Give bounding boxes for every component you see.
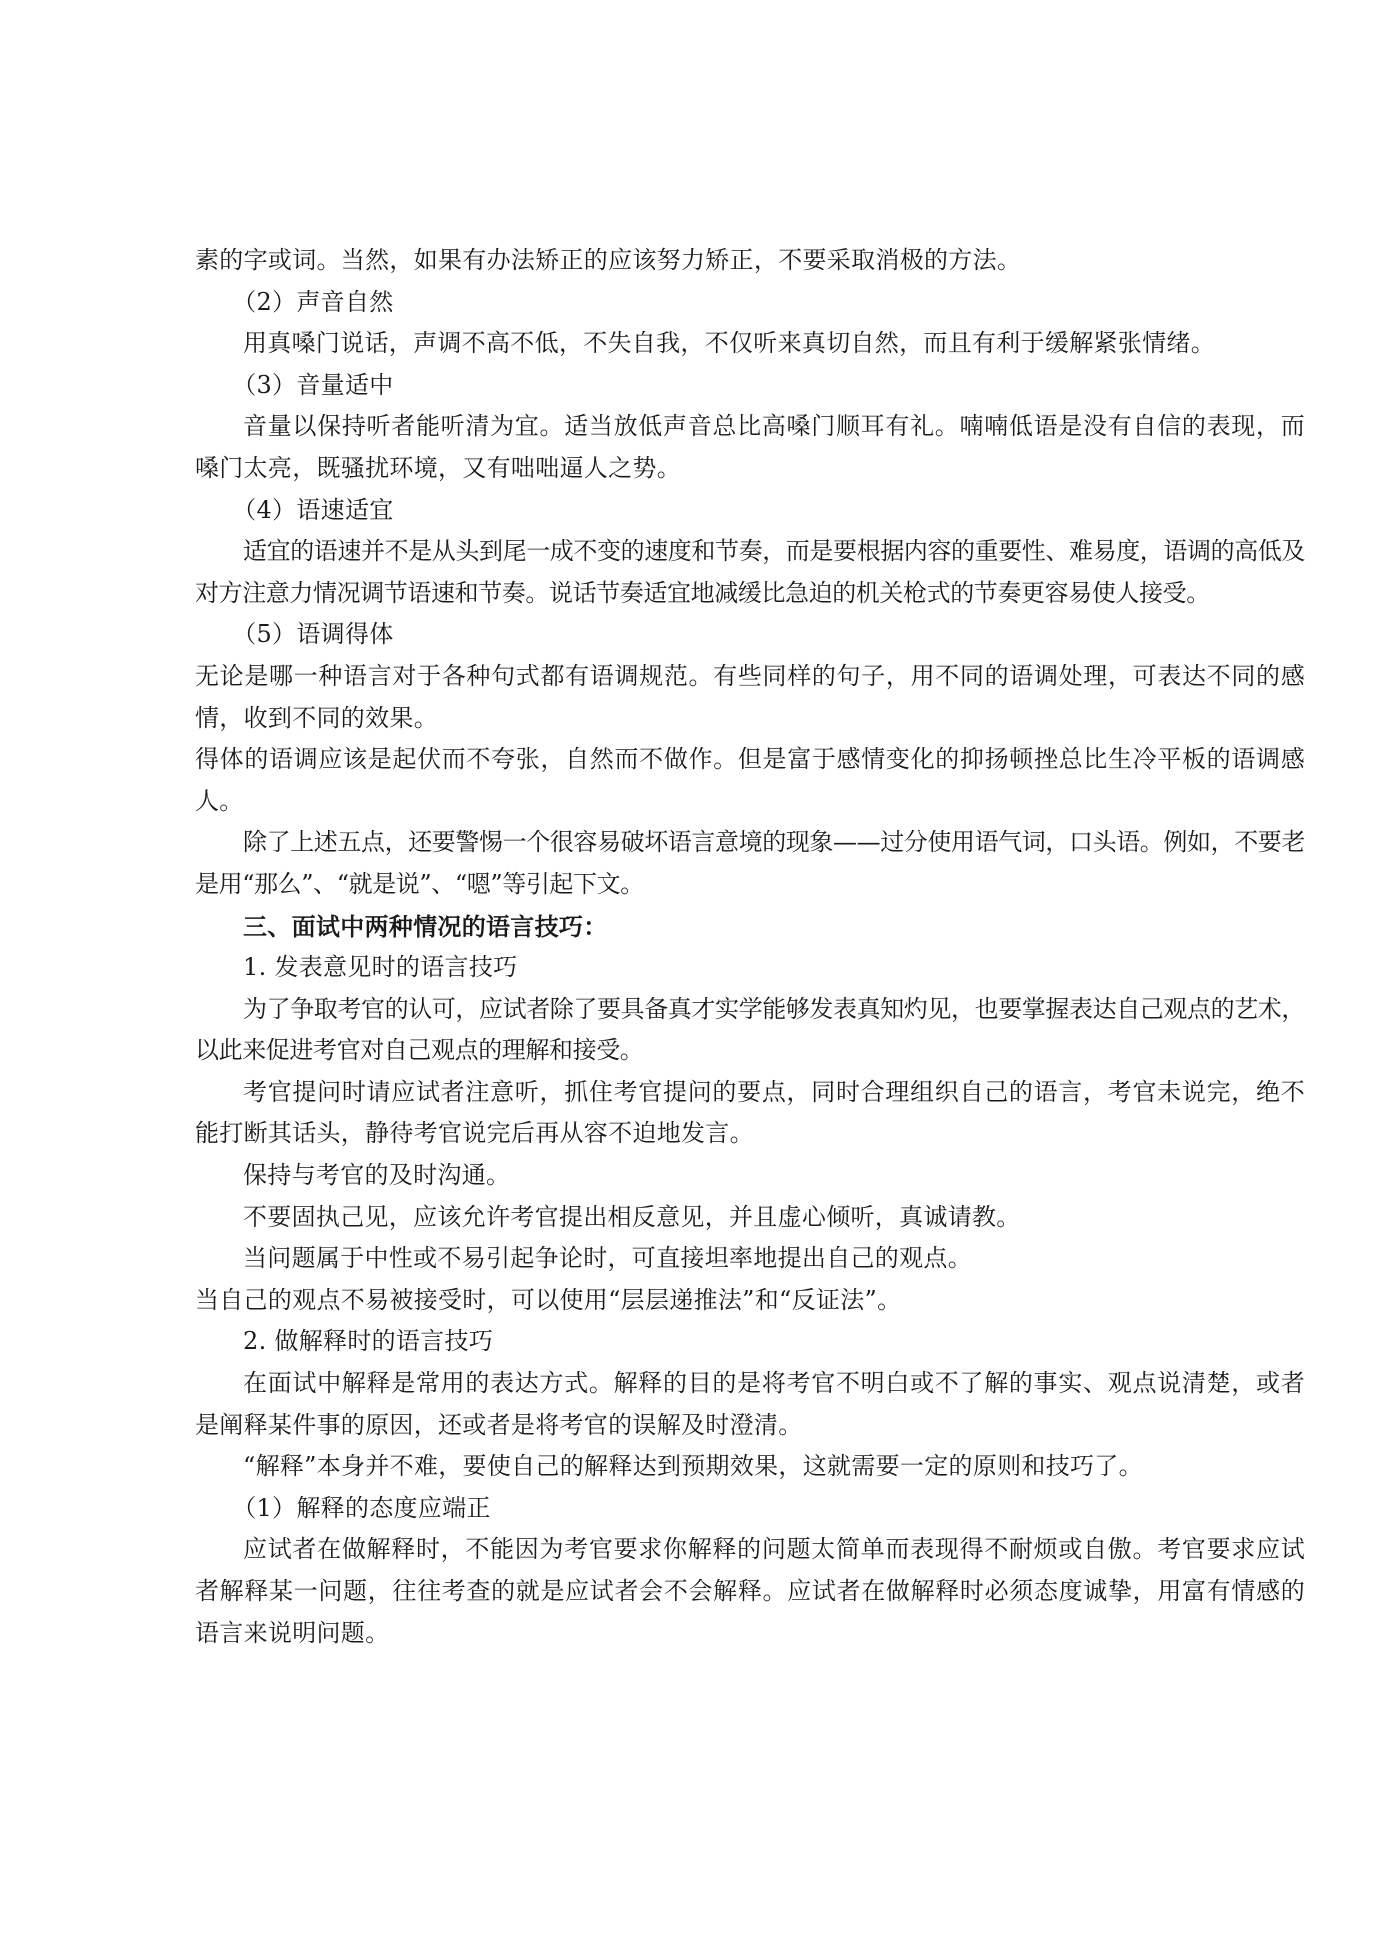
subheading-volume-moderate: （3）音量适中 bbox=[232, 370, 394, 399]
paragraph: 为了争取考官的认可，应试者除了要具备真才实学能够发表真知灼见，也要掌握表达自己观点的艺术，以此来促进考官对自己观点的理解和接受。 bbox=[195, 994, 1305, 1065]
paragraph: “解释”本身并不难，要使自己的解释达到预期效果，这就需要一定的原则和技巧了。 bbox=[243, 1452, 1143, 1481]
paragraph: 用真嗓门说话，声调不高不低，不失自我，不仅听来真切自然，而且有利于缓解紧张情绪。 bbox=[243, 329, 1215, 358]
subheading-explanation-attitude: （1）解释的态度应端正 bbox=[232, 1493, 491, 1522]
subheading-voice-natural: （2）声音自然 bbox=[232, 287, 394, 316]
paragraph: 除了上述五点，还要警惕一个很容易破坏语言意境的现象——过分使用语气词，口头语。例如，不要老是用“那么”、“就是说”、“嗯”等引起下文。 bbox=[195, 828, 1305, 898]
subheading-explanation-skills: 2. 做解释时的语言技巧 bbox=[243, 1327, 494, 1356]
paragraph: 适宜的语速并不是从头到尾一成不变的速度和节奏，而是要根据内容的重要性、难易度，语调的高低及对方注意力情况调节语速和节奏。说话节奏适宜地减缓比急迫的机关枪式的节奏更容易使人接受。 bbox=[195, 537, 1305, 607]
subheading-opinion-skills: 1. 发表意见时的语言技巧 bbox=[243, 953, 518, 982]
paragraph: 考官提问时请应试者注意听，抓住考官提问的要点，同时合理组织自己的语言，考官未说完，绝不能打断其话头，静待考官说完后再从容不迫地发言。 bbox=[195, 1077, 1305, 1148]
paragraph: 无论是哪一种语言对于各种句式都有语调规范。有些同样的句子，用不同的语调处理，可表达不同的感情，收到不同的效果。 bbox=[195, 661, 1305, 732]
paragraph: 素的字或词。当然，如果有办法矫正的应该努力矫正，不要采取消极的方法。 bbox=[195, 246, 1022, 274]
subheading-speed-appropriate: （4）语速适宜 bbox=[232, 495, 394, 524]
paragraph: 当自己的观点不易被接受时，可以使用“层层递推法”和“反证法”。 bbox=[195, 1285, 902, 1314]
paragraph: 不要固执己见，应该允许考官提出相反意见，并且虚心倾听，真诚请教。 bbox=[243, 1202, 1021, 1231]
paragraph: 当问题属于中性或不易引起争论时，可直接坦率地提出自己的观点。 bbox=[243, 1244, 972, 1273]
paragraph: 在面试中解释是常用的表达方式。解释的目的是将考官不明白或不了解的事实、观点说清楚，或者是阐释某件事的原因，还或者是将考官的误解及时澄清。 bbox=[195, 1369, 1305, 1439]
body-text bbox=[195, 240, 1305, 1654]
section-heading: 三、面试中两种情况的语言技巧： bbox=[243, 911, 608, 941]
paragraph: 音量以保持听者能听清为宜。适当放低声音总比高嗓门顺耳有礼。喃喃低语是没有自信的表现，而嗓门太亮，既骚扰环境，又有咄咄逼人之势。 bbox=[195, 412, 1305, 482]
subheading-tone-proper: （5）语调得体 bbox=[232, 620, 394, 649]
paragraph: 保持与考官的及时沟通。 bbox=[243, 1161, 511, 1190]
paragraph: 应试者在做解释时，不能因为考官要求你解释的问题太简单而表现得不耐烦或自傲。考官要求应试者解释某一问题，往往考查的就是应试者会不会解释。应试者在做解释时必须态度诚挚，用富有情感的语言来说明问题。 bbox=[195, 1535, 1305, 1647]
paragraph: 得体的语调应该是起伏而不夸张，自然而不做作。但是富于感情变化的抑扬顿挫总比生冷平板的语调感人。 bbox=[195, 745, 1305, 815]
